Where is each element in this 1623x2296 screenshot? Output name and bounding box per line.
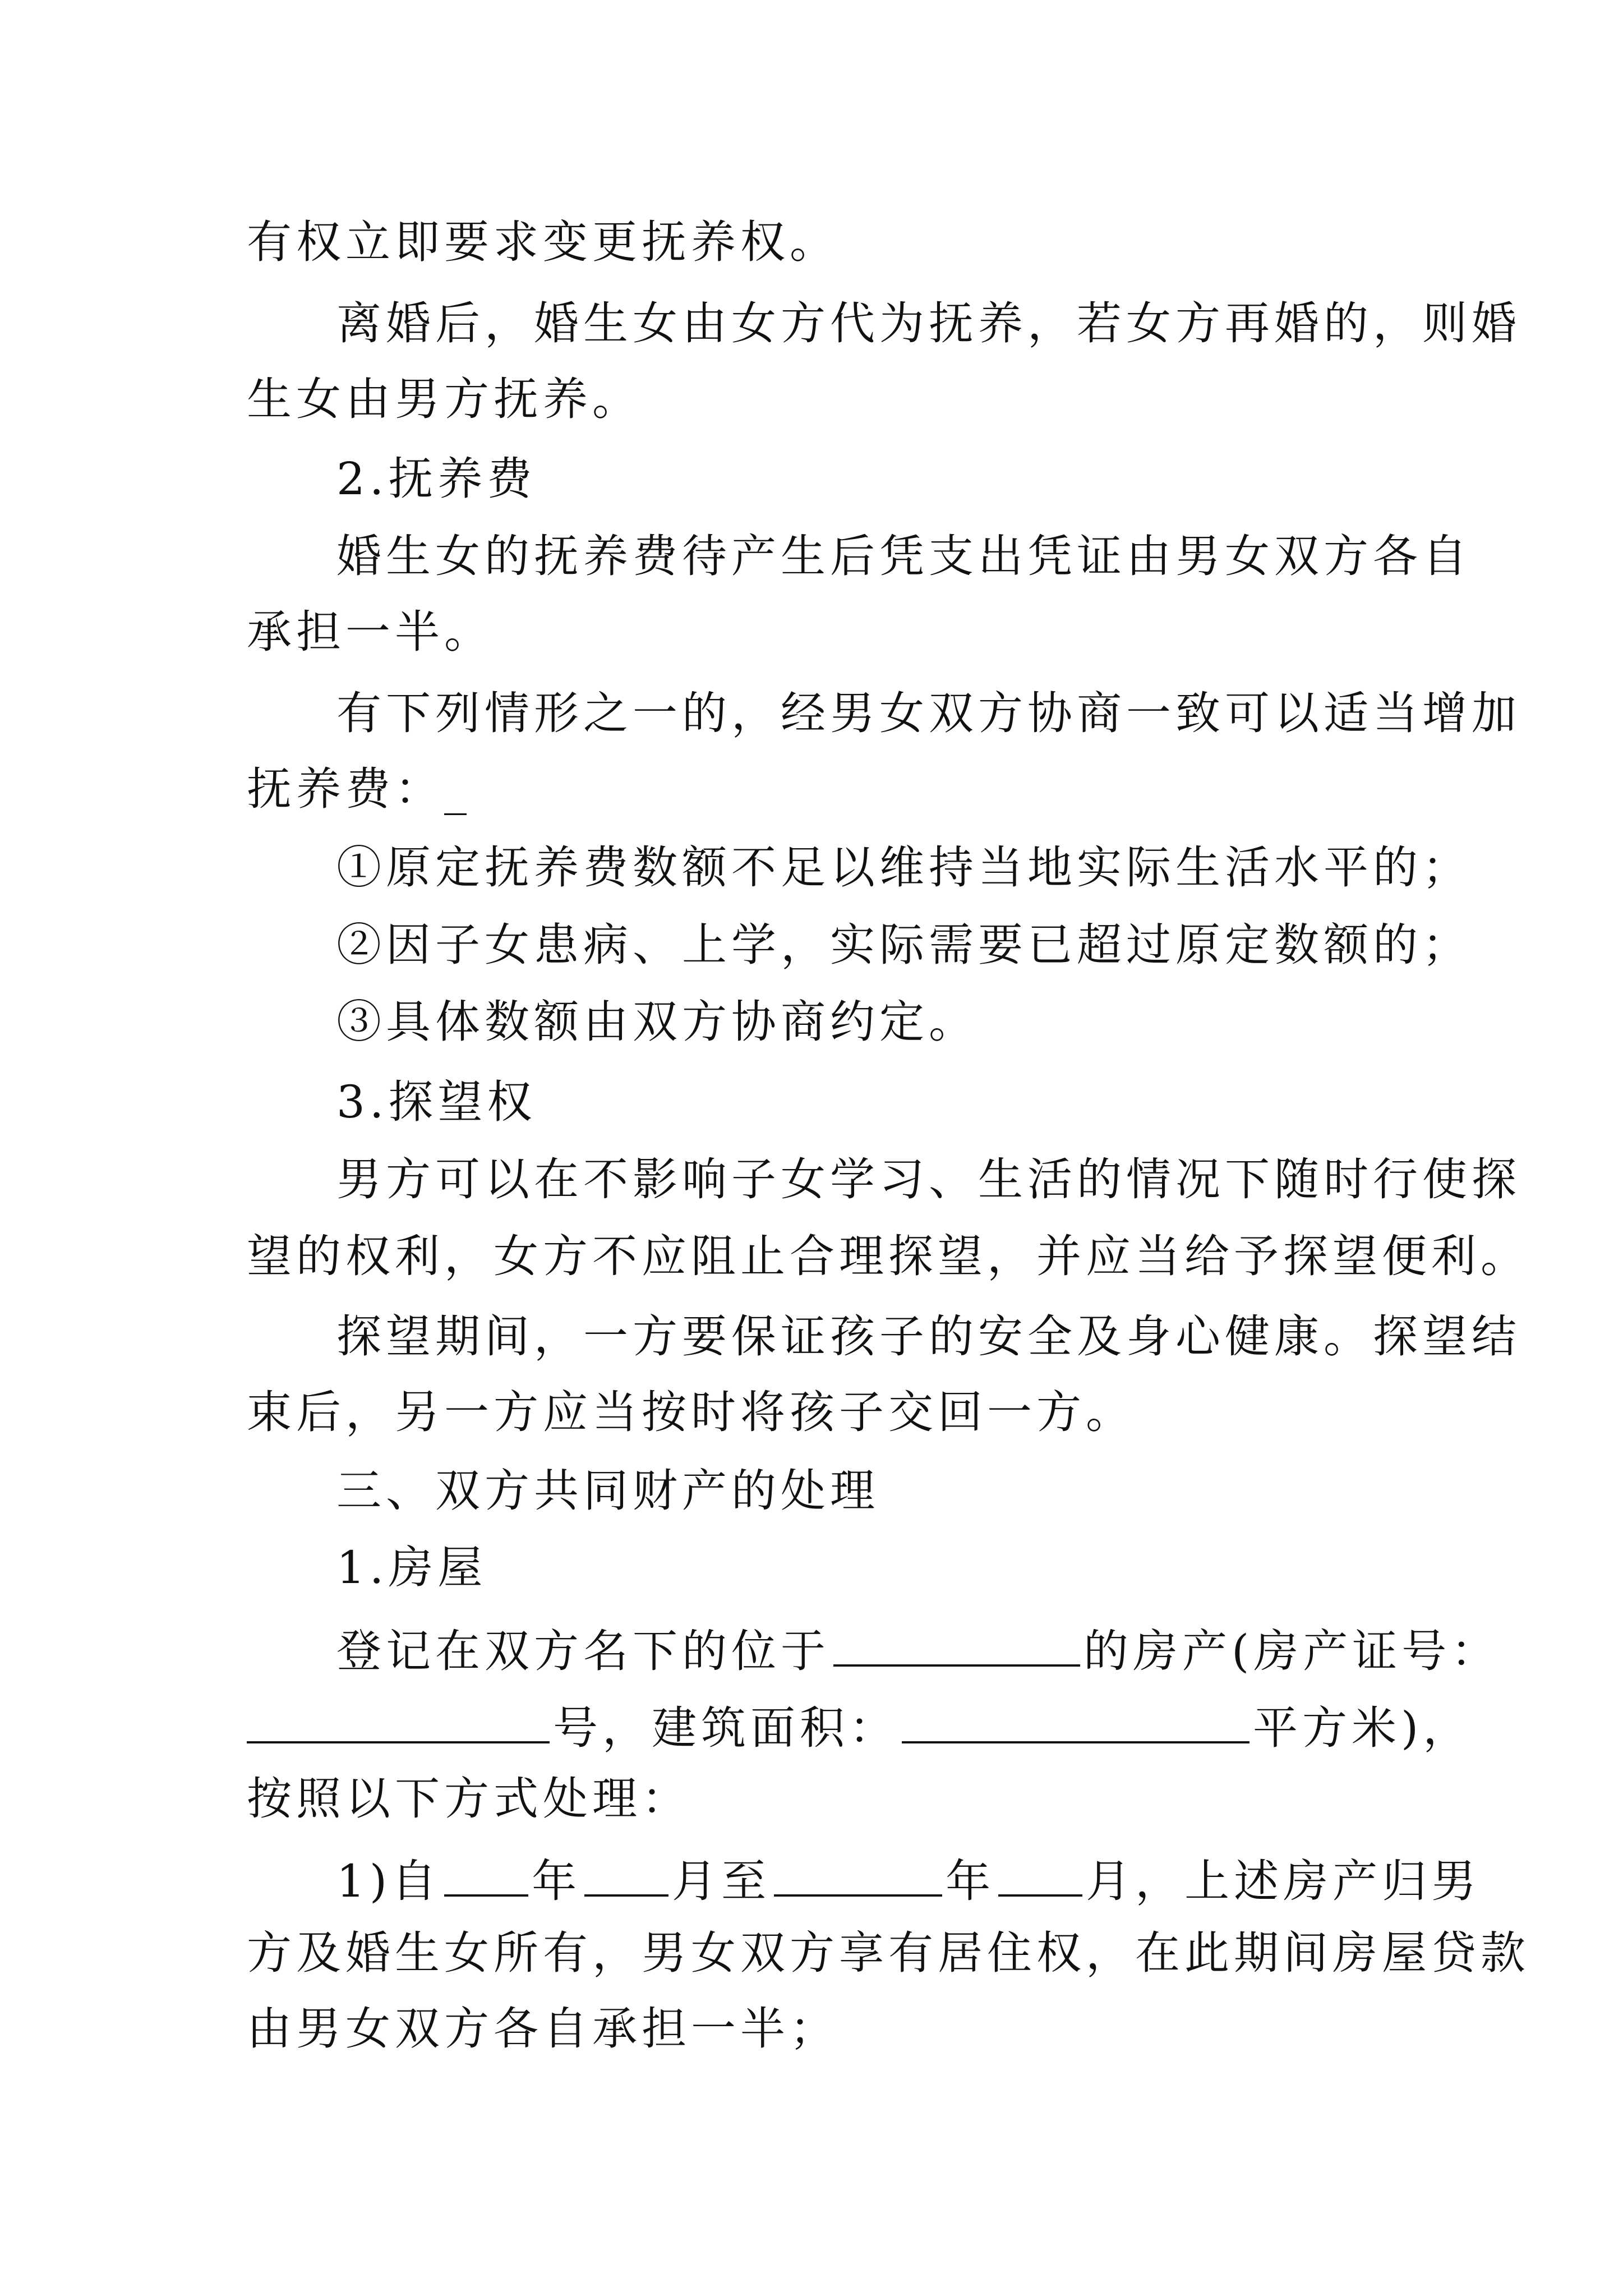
house-location-line bbox=[336, 1624, 1501, 1677]
section-heading: 1.房屋 bbox=[336, 1542, 487, 1594]
section-heading: 3.探望权 bbox=[336, 1076, 537, 1128]
house-text: 年 bbox=[532, 1855, 582, 1907]
paragraph-line: 方及婚生女所有，男女双方享有居住权，在此期间房屋贷款 bbox=[247, 1927, 1530, 1979]
paragraph-line: 抚养费：_ bbox=[247, 763, 471, 815]
house-text: 的房产(房产证号： bbox=[1083, 1625, 1501, 1677]
fill-in-blank bbox=[998, 1854, 1082, 1897]
section-heading: 2.抚养费 bbox=[336, 453, 537, 505]
fill-in-blank bbox=[833, 1624, 1080, 1667]
house-text: 月至 bbox=[672, 1855, 771, 1907]
house-text: 月，上述房产归男 bbox=[1086, 1855, 1481, 1907]
house-text: 登记在双方名下的位于 bbox=[336, 1625, 830, 1677]
house-text: 1)自 bbox=[336, 1855, 441, 1907]
fill-in-blank bbox=[247, 1701, 550, 1743]
house-clause-line bbox=[336, 1854, 1481, 1907]
house-text: 号，建筑面积： bbox=[553, 1702, 898, 1754]
fill-in-blank bbox=[774, 1854, 942, 1897]
paragraph-line: 束后，另一方应当按时将孩子交回一方。 bbox=[247, 1386, 1135, 1438]
section-heading: 三、双方共同财产的处理 bbox=[336, 1465, 879, 1517]
paragraph-line: 男方可以在不影响子女学习、生活的情况下随时行使探 bbox=[336, 1153, 1521, 1205]
paragraph-line: 由男女双方各自承担一半； bbox=[247, 2003, 839, 2055]
fill-in-blank bbox=[444, 1854, 528, 1897]
paragraph-line: 探望期间，一方要保证孩子的安全及身心健康。探望结 bbox=[336, 1310, 1521, 1363]
paragraph-line: 按照以下方式处理： bbox=[247, 1773, 691, 1825]
list-item: ②因子女患病、上学，实际需要已超过原定数额的； bbox=[336, 919, 1472, 971]
paragraph-line: 有下列情形之一的，经男女双方协商一致可以适当增加 bbox=[336, 687, 1521, 739]
fill-in-blank bbox=[902, 1701, 1249, 1743]
paragraph-line: 承担一半。 bbox=[247, 606, 494, 658]
fill-in-blank bbox=[584, 1854, 668, 1897]
list-item: ①原定抚养费数额不足以维持当地实际生活水平的； bbox=[336, 841, 1472, 894]
paragraph-line: 离婚后，婚生女由女方代为抚养，若女方再婚的，则婚 bbox=[336, 297, 1521, 349]
paragraph-line: 有权立即要求变更抚养权。 bbox=[247, 216, 839, 268]
paragraph-line: 望的权利，女方不应阻止合理探望，并应当给予探望便利。 bbox=[247, 1230, 1530, 1282]
house-area-line bbox=[247, 1701, 1473, 1754]
list-item: ③具体数额由双方协商约定。 bbox=[336, 996, 978, 1048]
paragraph-line: 婚生女的抚养费待产生后凭支出凭证由男女双方各自 bbox=[336, 530, 1472, 582]
house-text: 平方米)， bbox=[1253, 1702, 1473, 1754]
house-text: 年 bbox=[946, 1855, 995, 1907]
paragraph-line: 生女由男方抚养。 bbox=[247, 373, 642, 425]
